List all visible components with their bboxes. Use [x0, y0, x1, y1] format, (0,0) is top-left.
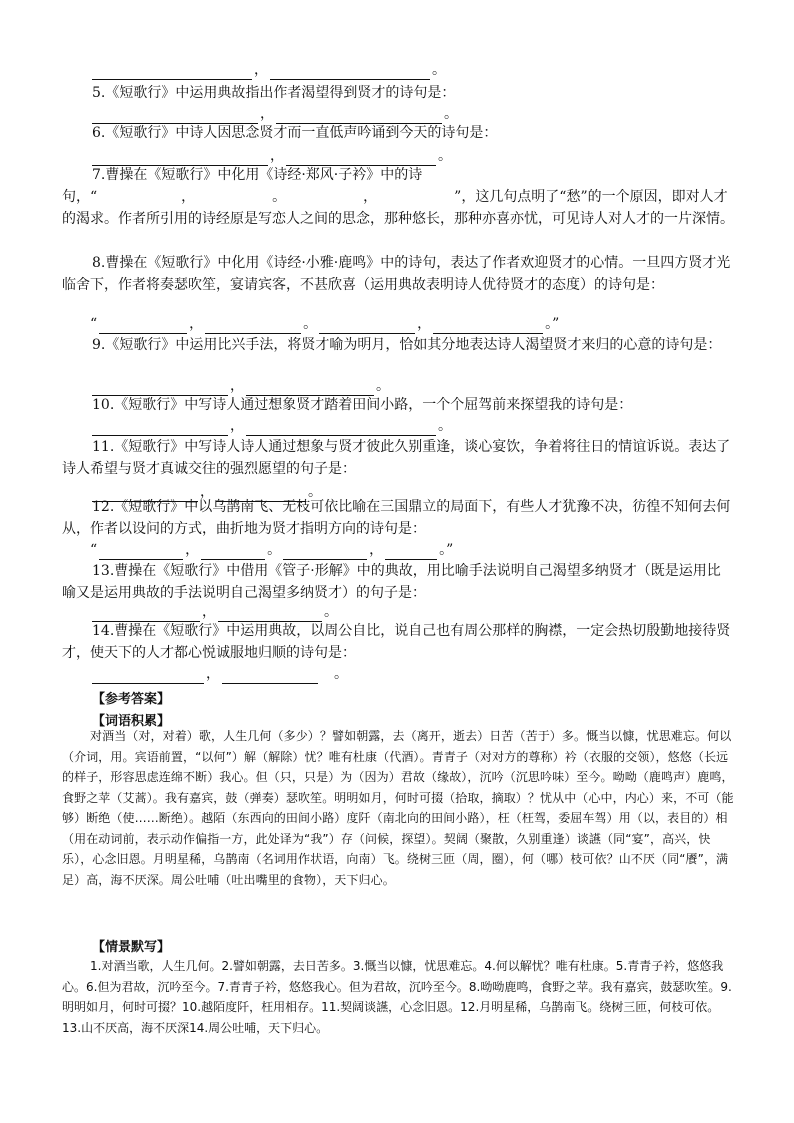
- blank[interactable]: [99, 545, 183, 560]
- question-13: 13.曹操在《短歌行》中借用《管子·形解》中的典故，用比喻手法说明自己渴望多纳贤才（既是运用比喻又是运用典故的手法说明自己渴望多纳贤才）的句子是：: [62, 563, 721, 601]
- question-5: 5.《短歌行》中运用典故指出作者渴望得到贤才的诗句是：: [92, 85, 456, 101]
- answer-blanks-q5: ， 。: [90, 104, 458, 124]
- answer-blanks-q4: ， 。: [90, 60, 446, 80]
- dictation-header: 【情景默写】: [92, 940, 171, 955]
- question-6: 6.《短歌行》中诗人因思念贤才而一直低声吟诵到今天的诗句是：: [92, 125, 498, 141]
- dictation-text: 1.对酒当歌，人生几何。2.譬如朝露，去日苦多。3.慨当以慷，忧思难忘。4.何以解忧？唯有杜康。5.青青子衿，悠悠我心。6.但为君故，沉吟至今。7.青青子衿，悠悠我心。但为君故，沉吟至今。8.呦呦鹿鸣，食野之苹。我有嘉宾，鼓瑟吹笙。9.明明如月，何时可掇？10.越陌度阡，枉用相存。11.契阔谈讌，心念旧恩。12.月明星稀，乌鹊南飞。绕树三匝，何枝可依。13.山不厌高，海不厌深14.周公吐哺，天下归心。: [62, 959, 732, 1035]
- blank[interactable]: [319, 319, 415, 334]
- blank[interactable]: [201, 545, 265, 560]
- answer-blanks-q11: ， 。: [90, 482, 322, 502]
- blank[interactable]: [99, 319, 187, 334]
- blank[interactable]: [270, 65, 430, 80]
- blank[interactable]: [385, 545, 437, 560]
- vocab-text: 对酒当（对，对着）歌，人生几何（多少）？譬如朝露，去（离开，逝去）日苦（苦于）多。慨当以慷，忧思难忘。何以（介词，用。宾语前置，“以何”）解（解除）忧？唯有杜康（代酒）。青青子（对对方的尊称）衿（衣服的交领），悠悠（长远的样子，形容思虑连绵不断）我心。但（只，只是）为（因为）君故（缘故），沉吟（沉思吟味）至今。呦呦（鹿鸣声）鹿鸣，食野之苹（艾蒿）。我有嘉宾，鼓（弹奏）瑟吹笙。明明如月，何时可掇（拾取，摘取）？忧从中（心中，内心）来，不可（能够）断绝（使……断绝）。越陌（东西向的田间小路）度阡（南北向的田间小路），枉（枉驾，委屈车驾）用（以，表目的）相（用在动词前，表示动作偏指一方，此处译为“我”）存（问候，探望）。契阔（聚散，久别重逢）谈讌（同“宴”，高兴，快乐），心念旧恩。月明星稀，乌鹊南（名词用作状语，向南）飞。绕树三匝（周，圈），何（哪）枝可依？山不厌（同“餍”，满足）高，海不厌深。周公吐哺（吐出嘴里的食物），天下归心。: [62, 729, 734, 887]
- question-12: 12.《短歌行》中以乌鹊南飞、无枝可依比喻在三国鼎立的局面下，有些人才犹豫不决，彷徨不知何去何从，作者以设问的方式，曲折地为贤才指明方向的诗句是：: [62, 499, 731, 537]
- question-11: 11.《短歌行》中写诗人诗人通过想象与贤才彼此久别重逢，谈心宴饮，争着将往日的情谊诉说。表达了诗人希望与贤才真诚交往的强烈愿望的句子是：: [62, 439, 731, 477]
- blank[interactable]: [222, 669, 318, 684]
- question-7: 7.曹操在《短歌行》中化用《诗经·郑风·子衿》中的诗句，“ ， 。 ， ”，这几句点明了“愁”的一个原因，即对人才的渴求。作者所引用的诗经原是写恋人之间的思念，那种悠长，那种亦喜亦忧，可见诗人对人才的一片深情。: [62, 167, 734, 227]
- answer-blanks-q9: ， 。: [90, 376, 390, 396]
- answer-blanks-q10: ， 。: [90, 416, 452, 436]
- blank[interactable]: [283, 545, 367, 560]
- blank[interactable]: [433, 319, 543, 334]
- blank[interactable]: [205, 319, 301, 334]
- question-14: 14.曹操在《短歌行》中运用典故，以周公自比，说自己也有周公那样的胸襟，一定会热切殷勤地接待贤才，使天下的人才都心悦诚服地归顺的诗句是：: [62, 623, 731, 661]
- answer-blanks-q8: “ ， 。 ， 。”: [90, 316, 560, 332]
- vocab-header: 【词语积累】: [92, 714, 171, 729]
- blank[interactable]: [92, 65, 252, 80]
- answer-blanks-q6: ， 。: [90, 146, 452, 166]
- answer-blanks-q13: ， 。: [90, 602, 338, 622]
- question-8: 8.曹操在《短歌行》中化用《诗经·小雅·鹿鸣》中的诗句，表达了作者欢迎贤才的心情。一旦四方贤才光临舍下，作者将奏瑟吹笙，宴请宾客，不甚欣喜（运用典故表明诗人优待贤才的态度）的诗句是：: [62, 255, 731, 293]
- blank[interactable]: [92, 421, 228, 436]
- question-10: 10.《短歌行》中写诗人通过想象贤才踏着田间小路，一个个屈驾前来探望我的诗句是：: [92, 397, 633, 413]
- question-9: 9.《短歌行》中运用比兴手法，将贤才喻为明月，恰如其分地表达诗人渴望贤才来归的心意的诗句是：: [92, 337, 722, 353]
- blank[interactable]: [246, 421, 436, 436]
- answer-blanks-q12: “ ， 。 ， 。”: [90, 542, 454, 558]
- blank[interactable]: [92, 669, 204, 684]
- answer-blanks-q14: ， 。: [90, 664, 348, 684]
- answer-header: 【参考答案】: [92, 692, 171, 707]
